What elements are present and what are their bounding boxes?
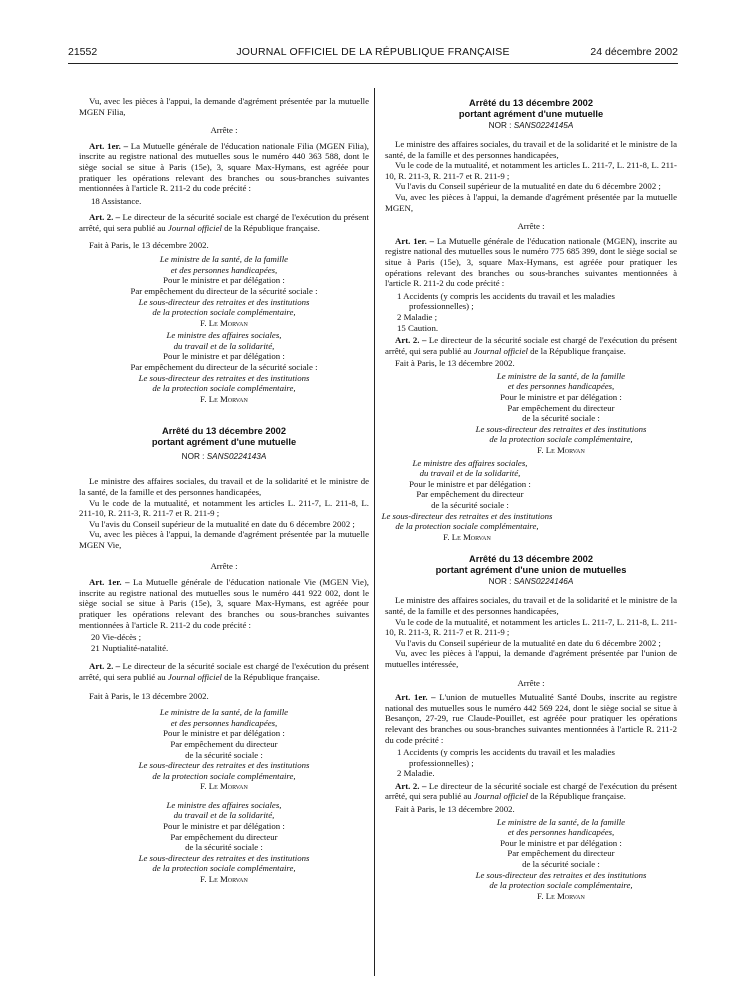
signature-line: Pour le ministre et par délégation : (409, 478, 531, 489)
signature-line: Le sous-directeur des retraites et des institutions (475, 869, 647, 880)
signature-block (79, 254, 369, 328)
page-header (68, 46, 678, 62)
signature-line: Le sous-directeur des retraites et des institutions (138, 296, 310, 307)
signature-line: de la protection sociale complémentaire, (489, 434, 633, 445)
article-label: Art. 2. – (89, 212, 121, 223)
paragraph: Vu, avec les pièces à l'appui, la demande d'agrément présentée par la mutuelle MGEN Filia, (79, 96, 369, 117)
nor-code: SANS0224145A (513, 121, 574, 130)
signature-line: de la sécurité sociale : (522, 859, 600, 870)
signed-place-date: Fait à Paris, le 13 décembre 2002. (89, 239, 209, 250)
nor-label: NOR : (488, 121, 512, 130)
paragraph: Vu l'avis du Conseil supérieur de la mutualité en date du 6 décembre 2002 ; (395, 637, 661, 648)
signature-line: Le ministre de la santé, de la famille (496, 816, 626, 827)
article-label: Art. 1er. – (395, 692, 436, 703)
signature-line: Par empêchement du directeur (507, 402, 615, 413)
signatory-name: F. Le Morvan (200, 317, 248, 328)
arrete-label: Arrête : (210, 125, 238, 136)
signature-line: de la sécurité sociale : (185, 749, 263, 760)
signature-block (385, 371, 677, 456)
article-2 (79, 212, 369, 233)
signature-line: Le sous-directeur des retraites et des institutions (138, 760, 310, 771)
article-text: L'union de mutuelles Mutualité Santé Doubs, inscrite au registre national des mutuelles sous le numéro 442 569 224, dont le siège social se situe à Besançon, 27-29, rue Claude-Pouillet, est agréée pour pratiquer les opérations relevant des branches ou sous-branches suivantes mentionnées à l'article R. 211-2 du code précité : (385, 692, 677, 745)
decree-subtitle: portant agrément d'une mutuelle (151, 437, 297, 448)
decree-section (79, 426, 369, 884)
signed-place-date: Fait à Paris, le 13 décembre 2002. (89, 690, 209, 701)
signature-line: Pour le ministre et par délégation : (500, 837, 622, 848)
decree-title: Arrêté du 13 décembre 2002 (468, 98, 594, 108)
paragraph: Vu, avec les pièces à l'appui, la demande d'agrément présentée par l'union de mutuelles intéressée, (385, 648, 677, 669)
signature-line: Pour le ministre et par délégation : (500, 392, 622, 403)
signature-line: Le ministre des affaires sociales, (166, 330, 282, 341)
paragraph: Vu le code de la mutualité, et notamment les articles L. 211-7, L. 211-8, L. 211-10, R. 211-3, R. 211-7 et R. 211-9 ; (385, 616, 677, 638)
decree-title: Arrêté du 13 décembre 2002 (161, 426, 287, 437)
article-text: de la République française. (530, 791, 626, 802)
signature-line: Par empêchement du directeur (416, 489, 524, 500)
article-1 (79, 577, 369, 630)
article-text: La Mutuelle générale de l'éducation nationale (MGEN), inscrite au registre national des mutuelles sous le numéro 775 685 399, dont le siège social se situe à Paris (15e), 3, square Max-Hymans, est agréée pour pratiquer les opérations relevant des branches ou sous-branches suivantes mentionnées à l'article R. 211-2 du code précité : (385, 235, 677, 289)
arrete-label: Arrête : (517, 677, 545, 688)
article-text: Le directeur de la sécurité sociale est chargé de l'exécution du présent arrêté, qui sera publié au (385, 780, 678, 802)
signature-line: Le ministre des affaires sociales, (166, 799, 282, 810)
paragraph: Le ministre des affaires sociales, du travail et de la solidarité et le ministre de la santé, de la famille et des personnes handicapées, (385, 595, 677, 616)
journal-reference: Journal officiel (473, 345, 528, 356)
column-divider (374, 88, 375, 976)
article-2 (385, 781, 677, 802)
left-column (79, 96, 369, 885)
signature-line: et des personnes handicapées, (170, 717, 278, 728)
signature-line: Pour le ministre et par délégation : (163, 351, 285, 362)
signature-line: et des personnes handicapées, (170, 264, 278, 275)
paragraph: Vu l'avis du Conseil supérieur de la mutualité en date du 6 décembre 2002 ; (89, 518, 355, 529)
nor-label: NOR : (488, 577, 512, 587)
nor-reference (385, 576, 677, 587)
list-item: 1 Accidents (y compris les accidents du travail et les maladies professionnelles) ; (397, 290, 615, 312)
signature-line: Le ministre de la santé, de la famille (159, 254, 289, 265)
signature-line: Par empêchement du directeur de la sécurité sociale : (130, 285, 318, 296)
signature-line: de la protection sociale complémentaire, (152, 770, 296, 781)
article-1 (79, 141, 369, 194)
signature-line: Par empêchement du directeur (170, 738, 278, 749)
nor-label: NOR : (181, 452, 205, 462)
signature-line: de la sécurité sociale : (185, 842, 263, 853)
nor-reference (385, 120, 677, 131)
list-item: 21 Nuptialité-natalité. (91, 642, 169, 653)
list-item: 2 Maladie ; (397, 311, 438, 322)
article-text: de la République française. (224, 671, 320, 682)
decree-section (385, 554, 677, 901)
article-1 (385, 692, 677, 745)
signature-line: de la protection sociale complémentaire, (489, 880, 633, 891)
article-label: Art. 2. – (89, 661, 121, 672)
signature-line: Pour le ministre et par délégation : (163, 821, 285, 832)
signature-block (79, 330, 369, 404)
signature-line: de la sécurité sociale : (431, 500, 509, 510)
list-item: 2 Maladie. (397, 768, 435, 779)
article-text: de la République française. (224, 222, 320, 233)
signature-line: du travail et de la solidarité, (419, 468, 521, 479)
signature-line: de la sécurité sociale : (522, 413, 600, 424)
signed-place-date: Fait à Paris, le 13 décembre 2002. (395, 804, 515, 815)
issue-date: 24 décembre 2002 (590, 46, 678, 58)
signature-line: Le ministre des affaires sociales, (412, 457, 528, 468)
article-text: de la République française. (530, 345, 626, 356)
decree-subtitle: portant agrément d'une union de mutuelles (435, 565, 627, 576)
signatory-name: F. Le Morvan (200, 393, 248, 404)
list-item: 1 Accidents (y compris les accidents du travail et les maladies professionnelles) ; (397, 747, 615, 768)
journal-title: JOURNAL OFFICIEL DE LA RÉPUBLIQUE FRANÇAISE (236, 46, 510, 58)
list-item: 18 Assistance. (91, 195, 142, 206)
signature-line: et des personnes handicapées, (507, 827, 615, 838)
article-label: Art. 1er. – (89, 140, 128, 151)
signature-line: du travail et de la solidarité, (173, 810, 275, 821)
decree-subtitle: portant agrément d'une mutuelle (458, 109, 604, 119)
signatory-name: F. Le Morvan (537, 445, 585, 456)
article-text: Le directeur de la sécurité sociale est chargé de l'exécution du présent arrêté, qui sera publié au (385, 335, 678, 356)
page-number: 21552 (68, 46, 98, 58)
signature-line: de la protection sociale complémentaire, (152, 307, 296, 318)
article-text: Le directeur de la sécurité sociale est chargé de l'exécution du présent arrêté, qui sera publié au (79, 212, 370, 233)
journal-reference: Journal officiel (167, 671, 222, 682)
signature-line: Le sous-directeur des retraites et des institutions (475, 423, 647, 434)
article-label: Art. 2. – (395, 335, 427, 346)
signature-line: Par empêchement du directeur (507, 848, 615, 859)
paragraph: Le ministre des affaires sociales, du travail et de la solidarité et le ministre de la santé, de la famille et des personnes handicapées, (385, 139, 677, 160)
signature-line: et des personnes handicapées, (507, 381, 615, 392)
signature-line: Le ministre de la santé, de la famille (159, 707, 289, 718)
paragraph: Vu, avec les pièces à l'appui, la demande d'agrément présentée par la mutuelle MGEN Vie, (79, 529, 369, 550)
signature-block (79, 707, 369, 792)
signature-line: Par empêchement du directeur (170, 831, 278, 842)
article-2 (79, 661, 369, 682)
signatory-name: F. Le Morvan (200, 874, 248, 885)
signature-line: Le sous-directeur des retraites et des institutions (138, 852, 310, 863)
journal-reference: Journal officiel (167, 222, 222, 233)
paragraph: Vu le code de la mutualité, et notamment les articles L. 211-7, L. 211-8, L. 211-10, R. 211-3, R. 211-7 et R. 211-9 ; (385, 160, 677, 181)
paragraph: Le ministre des affaires sociales, du travail et de la solidarité et le ministre de la santé, de la famille et des personnes handicapées, (79, 476, 369, 498)
article-text: La Mutuelle générale de l'éducation nationale Filia (MGEN Filia), inscrite au registre national des mutuelles sous le numéro 440 363 588, dont le siège social se situe à Paris (15e), 3, square Max-Hymans, est agréée pour pratiquer les opérations relevant des branches ou sous-branches suivantes mentionnées à l'article R. 211-2 du code précité : (79, 140, 369, 194)
right-column (381, 98, 678, 901)
signed-place-date: Fait à Paris, le 13 décembre 2002. (395, 358, 515, 369)
article-text: Le directeur de la sécurité sociale est chargé de l'exécution du présent arrêté, qui sera publié au (79, 661, 370, 682)
decree-section (381, 98, 678, 542)
signatory-name: F. Le Morvan (443, 531, 491, 542)
paragraph: Vu l'avis du Conseil supérieur de la mutualité en date du 6 décembre 2002 ; (395, 181, 661, 192)
arrete-label: Arrête : (517, 221, 545, 232)
signature-line: de la protection sociale complémentaire, (152, 383, 296, 394)
signature-block-continued (377, 511, 557, 543)
decree-title: Arrêté du 13 décembre 2002 (468, 554, 594, 565)
signature-line: de la protection sociale complémentaire, (395, 521, 539, 532)
article-2 (385, 335, 677, 356)
arrete-label: Arrête : (210, 560, 238, 571)
signature-block (385, 817, 677, 902)
signature-line: Par empêchement du directeur de la sécurité sociale : (130, 362, 318, 373)
journal-reference: Journal officiel (473, 791, 528, 802)
signature-block (79, 800, 369, 885)
paragraph: Vu, avec les pièces à l'appui, la demande d'agrément présentée par la mutuelle MGEN, (385, 191, 677, 213)
signatory-name: F. Le Morvan (537, 890, 585, 901)
paragraph: Vu le code de la mutualité, et notamment les articles L. 211-7, L. 211-8, L. 211-10, R. 211-3, R. 211-7 et R. 211-9 ; (79, 497, 369, 519)
signature-block (385, 458, 555, 511)
signature-line: Le sous-directeur des retraites et des institutions (138, 372, 310, 383)
signature-line: Pour le ministre et par délégation : (163, 275, 285, 286)
signature-line: Pour le ministre et par délégation : (163, 728, 285, 739)
article-1 (385, 236, 677, 289)
signature-line: Le sous-directeur des retraites et des institutions (381, 510, 553, 521)
signature-line: de la protection sociale complémentaire, (152, 863, 296, 874)
article-label: Art. 1er. – (89, 577, 130, 588)
article-label: Art. 1er. – (395, 235, 434, 246)
signature-line: Le ministre de la santé, de la famille (496, 370, 626, 381)
signature-line: du travail et de la solidarité, (173, 340, 275, 351)
nor-code: SANS0224146A (513, 577, 574, 587)
nor-reference (79, 451, 369, 462)
list-item: 20 Vie-décès ; (91, 632, 142, 643)
list-item: 15 Caution. (397, 322, 439, 333)
signatory-name: F. Le Morvan (200, 781, 248, 792)
header-rule (68, 63, 678, 64)
article-label: Art. 2. – (395, 780, 427, 791)
article-text: La Mutuelle générale de l'éducation nationale Vie (MGEN Vie), inscrite au registre national des mutuelles sous le numéro 441 922 002, dont le siège social se situe à Paris (15e), 3, square Max-Hymans, est agréée pour pratiquer les opérations relevant des branches ou sous-branches suivantes mentionnées à l'article R. 211-2 du code précité : (79, 577, 369, 630)
nor-code: SANS0224143A (206, 452, 267, 462)
